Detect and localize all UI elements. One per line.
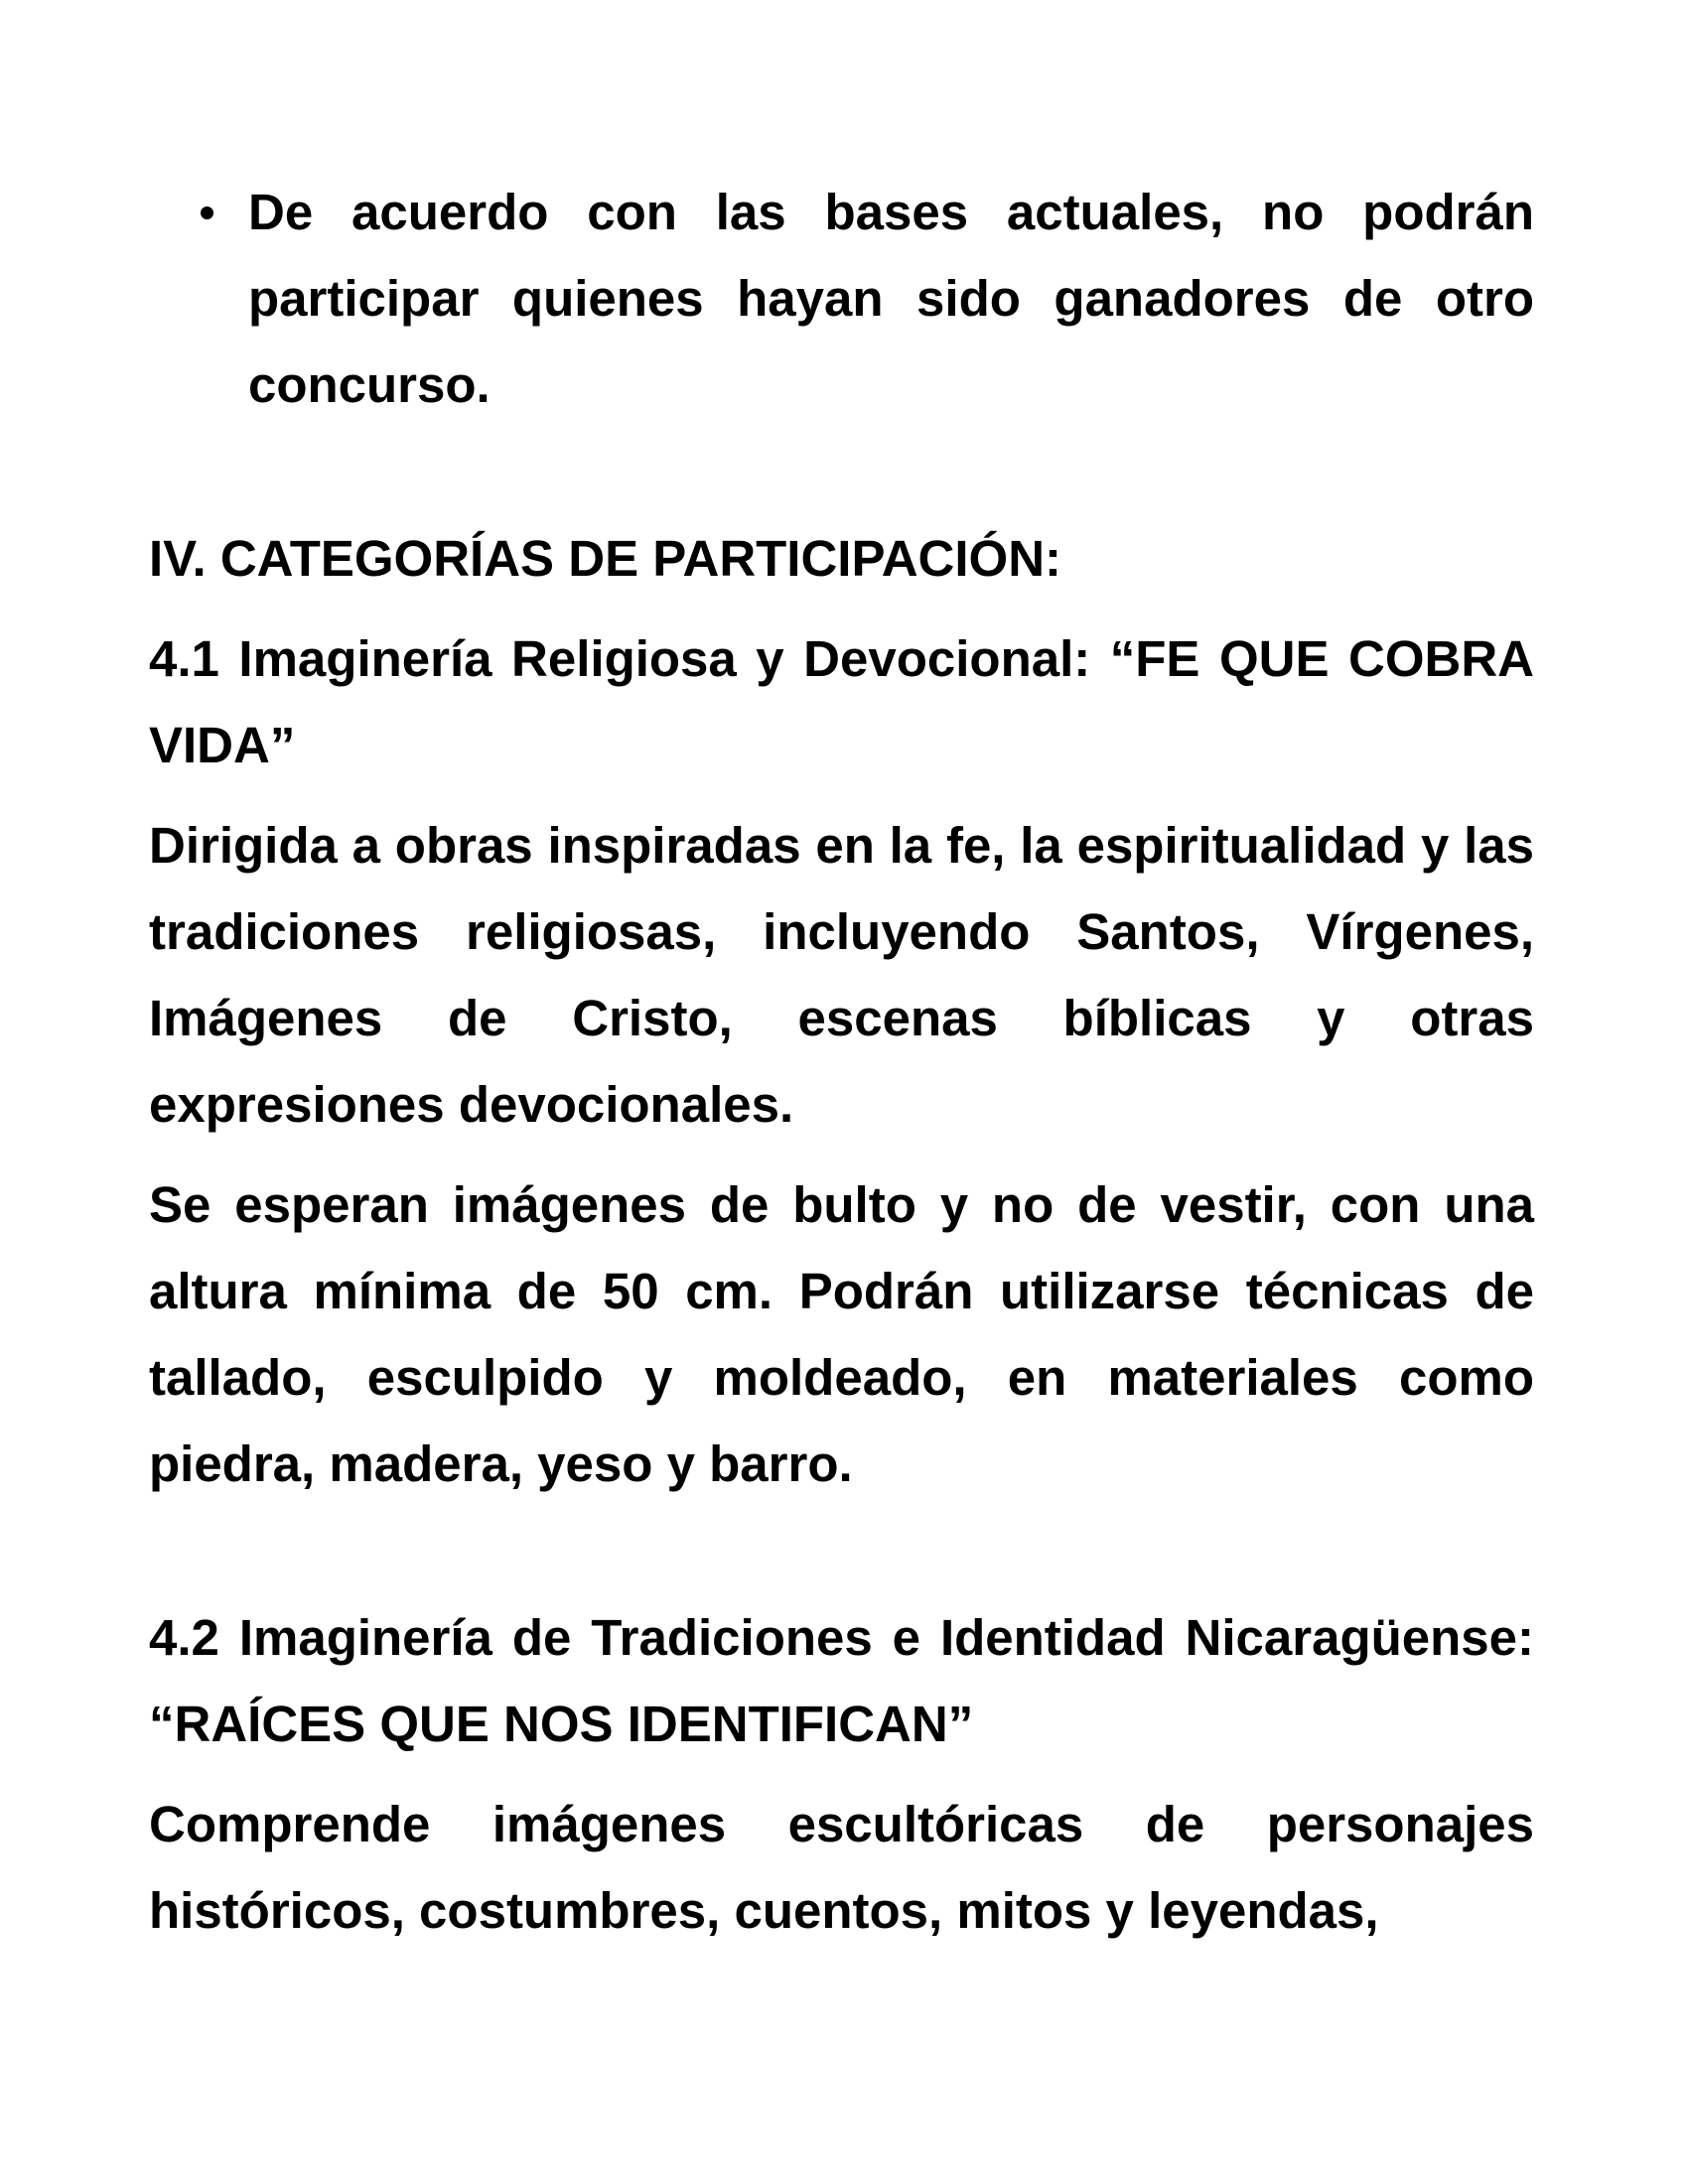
spacer bbox=[149, 602, 1534, 615]
bullet-text: De acuerdo con las bases actuales, no podrán participar quienes hayan sido ganadores de otro concurso. bbox=[248, 184, 1534, 413]
spacer bbox=[149, 428, 1534, 515]
category-1-description: Dirigida a obras inspiradas en la fe, la espiritualidad y las tradiciones religiosas, incluyendo Santos, Vírgenes, Imágenes de Cristo, escenas bíblicas y otras expresiones devocionales. bbox=[149, 817, 1534, 1133]
bullet-item bbox=[149, 169, 1534, 428]
spacer bbox=[149, 1148, 1534, 1161]
section-heading: IV. CATEGORÍAS DE PARTICIPACIÓN: bbox=[149, 530, 1062, 587]
category-1-title: 4.1 Imaginería Religiosa y Devocional: “FE QUE COBRA VIDA” bbox=[149, 630, 1534, 773]
bullet-icon bbox=[201, 206, 213, 219]
spacer bbox=[149, 788, 1534, 802]
category-1-requirements: Se esperan imágenes de bulto y no de vestir, con una altura mínima de 50 cm. Podrán utilizarse técnicas de tallado, esculpido y moldeado, en materiales como piedra, madera, yeso y barro. bbox=[149, 1176, 1534, 1492]
category-2-title: 4.2 Imaginería de Tradiciones e Identidad Nicaragüense: “RAÍCES QUE NOS IDENTIFICAN” bbox=[149, 1609, 1534, 1752]
document-body bbox=[149, 169, 1534, 1954]
spacer bbox=[149, 1507, 1534, 1594]
spacer bbox=[149, 1767, 1534, 1781]
category-2-description: Comprende imágenes escultóricas de personajes históricos, costumbres, cuentos, mitos y leyendas, bbox=[149, 1796, 1534, 1939]
